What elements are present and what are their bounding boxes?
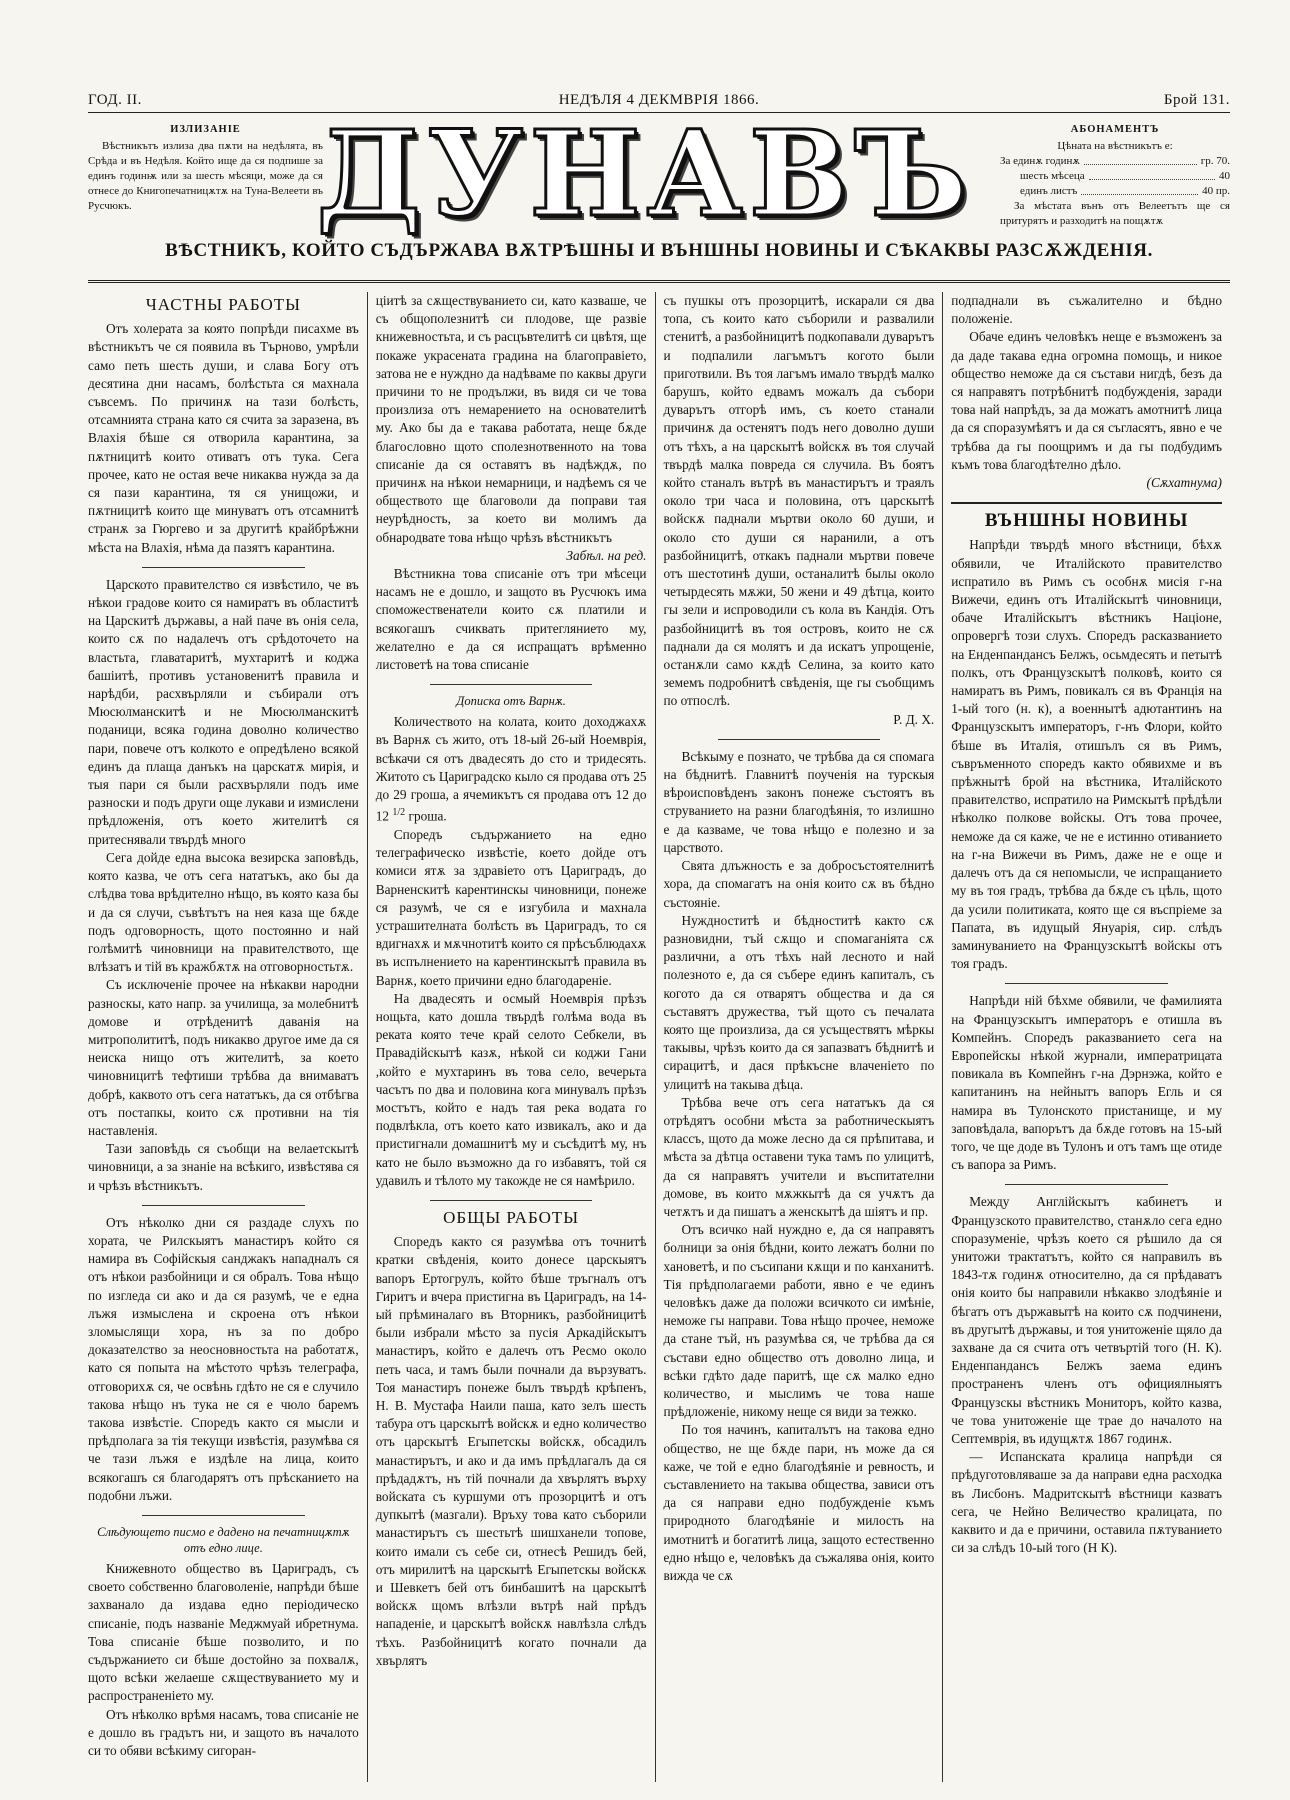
- divider: [430, 684, 592, 685]
- paragraph: Книжевното общество въ Цариградъ, съ своето собственно благоволеніе, напрѣди бѣше захванало да издава едно періодическо списаніе, подъ названіе Меджмуай ибретнума. Това списаніе бѣше позволито, и по съдържанието си бѣше достойно за похвалѫ, щото всѣки желаеше сѫществуванието му и распространеніето му.: [88, 1561, 359, 1704]
- paragraph: Напрѣди твърдѣ много вѣстници, бѣхѫ обявили, че Италійското правителство испратило въ Римъ съ особнѫ мисія г-на Вижечи, единъ отъ Италійскытѣ чиновници, обаче Италійскытъ вѣстникъ Націоне, опровергѣ този слухъ. Споредъ расказванието на Енденпандансъ Белжъ, осьмдесять и петытѣ полкъ, отъ Французскытѣ полковѣ, които ся намиратъ въ Римъ, повикалъ ся въ Франція на 1-ый того (н. к), а военнытѣ адютантинъ на Французскытъ императоръ, г-нъ Флори, който бѣше въ Италія, отишълъ ся въ Римъ, съвръменното споредъ както обявихме и въ прѣжнытѣ брой на вѣстника, Италійското правителство, испратило на Римскытѣ прѣдѣли нѣколко полкове войскы. Отъ това прочее, неможе да ся каже, че не е истинно отиванието на г-на Вижечи въ Римъ, даже не е още и далечъ отъ да ся непомысли, че испращанието му въ тоя градъ, трѣбва да бѫде съ цѣль, щото да усили политиката, която ще ся въспріеме за Папата, въ идущый Януарія, сир. слѣдъ заминуванието на Французскытѣ войскы отъ тоя градъ.: [951, 537, 1222, 972]
- subscription-footer: За мѣстата вънъ отъ Велеетътъ ще ся притурятъ и разходитѣ на пощѫтѫ: [1000, 200, 1230, 227]
- divider: [951, 502, 1222, 504]
- paragraph: Трѣбва вече отъ сега нататъкъ да ся отрѣдятъ особни мѣста за работническыятъ классъ, щото да може лесно да ся прѣпитава, и мѣста за дѣтца оставени тука тамъ по улицитѣ, да ся направятъ учители и въспитателни домове, въ които мѫжкытѣ да ся учѫтъ да четѫтъ и да пишатъ а женскытѣ да шіятъ и пр.: [663, 1094, 935, 1219]
- column-1: [88, 292, 368, 1782]
- divider: [1005, 1184, 1167, 1185]
- source-note: (Сѫхатнума): [1146, 475, 1222, 491]
- paragraph: Свята длъжность е за добросъстоятелнитѣ хора, да спомагатъ на онія които сѫ въ бѣдно състояніе.: [663, 858, 935, 910]
- paragraph: Количеството на колата, които доходжахѫ въ Варнѫ съ жито, отъ 18-ый 26-ый Ноемврія, всѣкачи ся отъ двадесять до сто и тридесять. Житото съ Цариградско кыло ся продава отъ 25 до 29 гроша, а ячемикътъ ся продава отъ 12 до 12 $^{1/2}$ гроша.: [375, 714, 647, 824]
- divider: [142, 1515, 304, 1516]
- column-3: [656, 292, 944, 1782]
- divider: [142, 567, 304, 568]
- subscription-box: [1000, 122, 1230, 229]
- paragraph: съ пушкы отъ прозорцитѣ, искарали ся два топа, съ които като съборили и развалили стенитѣ, а разбойницитѣ подкопавали дуварътъ и подпалили лагъмътъ когото были приготвили. Въ тоя лагъмъ имало твърдѣ малко барушъ, който едвамъ можалъ да събори дуварътъ отгорѣ имъ, съ което станали причинѫ да остенятъ подъ него доволно души отъ тѣхъ, а на царскытѣ войскѫ въ тоя случай твърдѣ малка повреда ся случила. Въ боятъ който станалъ вътрѣ въ манастирътъ и траялъ около три часа и половина, отъ царскытѣ войскѫ паднали мъртви около 60 души, и около сто души ся наранили, а отъ разбойницитѣ, откакъ паднали мъртви повече отъ шестотинѣ души, останалитѣ былы около четырдесять мѫжи, 50 жени и 49 дѣтца, които гы зели и испроводили съ кола въ Кандія. Отъ разбойницитѣ въ тоя островъ, които не сѫ паднали да ся молятъ и да искатъ упрощеніе, останѫли само кѫдѣ Селина, за които като земемъ подробнитѣ свѣденія, ще гы съобщимъ по отпослѣ.: [663, 293, 935, 709]
- paragraph: Между Англійскытъ кабинетъ и Французското правителство, станѫло сега едно споразуменіе, чрѣзъ което ся рѣшило да ся унитожи трактатътъ, който ся направилъ въ 1843-тѫ годинѫ относително, да ся прѣдаватъ онія които бы направили нѣкакво злодѣяніе и бѣгатъ отъ държавытѣ на които сѫ подчинени, въ другытѣ държавы, и тоя унитоженіе щяло да захване да ся счита отъ четвъртій того (Н. К). Енденпандансъ Белжъ заема единъ пространенъ членъ отъ официялныятъ Французскы вѣстникъ Мониторъ, който казва, че това унитоженіе ще трае до началото на Септемврія, въ идущѫтѫ 1867 годинѫ.: [951, 1194, 1222, 1446]
- column-2: [368, 292, 656, 1782]
- signature: Р. Д. Х.: [893, 711, 935, 727]
- issue-date: НЕДѢЛЯ 4 ДЕКМВРІЯ 1866.: [558, 92, 760, 108]
- column-4: [943, 292, 1230, 1782]
- section-title: ЧАСТНЫ РАБОТЫ: [145, 295, 301, 314]
- paragraph: цiитѣ за сѫществуванието си, като казваше, че съ общополезнитѣ си плодове, ще развіе книжевностьта, и съ расцъвтелитѣ си цвѣтя, ще покаже украсената градина на благоправіето, затова не е нуждно да надѣваме по каквы други причини то не продължи, въ видя си че това произлиза отъ немарението на основателитѣ му. Ако бы да е такава работата, неще бѫде благословно щото сполезнотвенното на това списаніе да ся оставятъ въ надѣждѫ, по причинѫ на нѣкои немарници, и надѣемъ ся че обществото ще благоволи да поправи тая неурѣдность, за което ви молимъ да обнародвате това нѣщо чрѣзъ вѣстникътъ: [375, 293, 647, 545]
- divider: [1005, 983, 1167, 984]
- paragraph: Тази заповѣдь ся съобщи на велаетскытѣ чиновници, а за знаніе на всѣкиго, извѣстява ся и чрѣзъ вѣстникътъ.: [88, 1141, 359, 1193]
- year-label: ГОД. II.: [88, 92, 142, 108]
- masthead-rule: [88, 280, 1230, 283]
- paragraph: Отъ нѣколко дни ся раздаде слухъ по хората, че Рилскыятъ манастиръ който ся намира въ Софійскыя санджакъ нападналъ ся отъ нѣкои разбойници и ся обралъ. Това нѣщо по изгледа си ако и да ся разумѣ, че е една лъжя измыслена и скроена отъ нѣкои зломыслящи хора, нъ за по добро доказателство за неосновностьта на работатѫ, като ся попыта на мѣстото чрѣзъ телеграфа, отговорихѫ ся, че освѣнь гдѣто не ся е случило такова нѣщо нъ тука не ся е чюло баремъ такова извѣстіе. Споредъ както ся мысли и прѣдполага за тія текущи извѣстія, разумѣва ся че тази лъжя е издѣле на лица, които всякогашъ ся благодарятъ отъ прѣсканието на подобни лъжи.: [88, 1214, 359, 1503]
- section-title: ОБЩЫ РАБОТЫ: [443, 1207, 580, 1227]
- subscription-heading: АБОНАМЕНТЪ: [1070, 124, 1160, 135]
- publication-info-box: [88, 122, 323, 214]
- paragraph: Царското правителство ся извѣстило, че въ нѣкои градове които ся намиратъ въ областитѣ на Царскитѣ държавы, а най паче въ онія села, които сѫ по надалечъ отъ срѣдоточето на властьта, главатаритѣ, мухтаритѣ и коджа башіитѣ, противъ установенитѣ правила и нарѣдби, расхвърляли и събирали отъ Мюсюлманскитѣ и не Мюсюлманскитѣ поданици, всяка година доволно количество пари, повече отъ колкото е опредѣлено всякой единъ да плаща данъкъ на царскатѫ мирія, и тыя пари ся были расхвърляли подъ име разноски и подъ други още лукави и измислени прѣдложенія, отъ което жителитѣ ся притеснявали твърдѣ много: [88, 576, 359, 847]
- article-columns: [88, 292, 1230, 1782]
- newspaper-title: ДУНАВЪ: [316, 104, 974, 243]
- publication-info-heading: ИЗЛИЗАНІЕ: [170, 124, 241, 135]
- newspaper-subtitle: ВѢСТНИКЪ, КОЙТО СЪДЪРЖАВА ВѪТРѢШНЫ И ВЪНШНЫ НОВИНЫ И СѢКАКВЫ РАЗСѪЖДЕНІЯ.: [165, 240, 1153, 261]
- divider: [718, 739, 880, 740]
- paragraph: Споредъ съдържанието на едно телеграфическо извѣстіе, което дойде отъ комиси ятѫ за здравіето отъ Цариградъ, до Варненскитѣ карентинскы чиновници, понеже ся разумѣ, че ся е изгубила и махнала устрашителната болѣсть въ Цариградъ, то ся вдигнахѫ и мѫчнотитѣ които ся прѣсъблюдахѫ въ испълнението на карентинскытѣ правила въ Варнѫ, което причини едно благодареніе.: [375, 826, 647, 988]
- divider: [142, 1205, 304, 1206]
- masthead: [300, 104, 990, 243]
- paragraph: Съ исключеніе прочее на нѣкакви народни разноскы, като напр. за училища, за молебнитѣ домове и отрѣденитѣ даванія на митрополититѣ, подъ никакво другое име да ся неиска нищо отъ жителитѣ, за което чиновницитѣ тефтиши трѣбва да внимаватъ добрѣ, каквото отъ сега нататъкъ, да ся отбѣгва отъ постапкы, които сѫ противни на тія наставленія.: [88, 977, 359, 1138]
- paragraph: Напрѣди ній бѣхме обявили, че фамилията на Французскытъ императоръ е отишла въ Компейнъ. Споредъ раказванието сега на Европейскы нѣкой журнали, императрицата повикала въ Компейнъ г-на Дэрнэжа, който е капитанинъ на нейнытъ вапоръ Егль и ся намира въ Тулонското пристанище, и му заповѣдала, вапорътъ да бѫде готовъ на 15-ый того, че ще доде въ Тулонъ и отъ тамъ ще отиде съ вапора за Римъ.: [951, 993, 1222, 1173]
- divider: [430, 1200, 592, 1201]
- paragraph: подпаднали въ съжалително и бѣдно положеніе.: [951, 293, 1222, 327]
- paragraph: Отъ холерата за която попрѣди писахме въ вѣстникътъ че ся появила въ Търново, умрѣли само петь шесть души, и слава Богу отъ десятина дни насамъ, болѣстьта ся махнала съвсемъ. По причинѫ на тази болѣсть, отсамнията страна като ся счита за заразена, въ Влахія бѣше ся отворила карантина, за пѫтницитѣ които отиватъ отъ тука. Сега прочее, като не остая вече никаква нужда за да ся пази карантина, тя ся унищожи, и пѫтницитѣ които ще минуватъ отъ отсамнитѣ странѫ за Гюргево и за другитѣ крайбрѣжни мѣста на Влахія, нѣма да пазятъ карантина.: [88, 321, 359, 555]
- subscription-row: шесть мѣсеца 40: [1020, 170, 1230, 182]
- paragraph: Сега дойде една высока везирска заповѣдь, която казва, че отъ сега нататъкъ, ако бы да слѣдва това врѣдително нѣщо, въ която каза бы и да ся случи, съвѣтътъ на нея каза ще бѫде подъ одговорность, щото постоянно и най голѣмитѣ чиновници на правителството, ще влѣзатъ и тій въ кражбѫтѫ на отговорностьтѫ.: [88, 849, 359, 975]
- paragraph: По тоя начинъ, капиталътъ на такова едно общество, не ще бѫде пари, нъ може да ся каже, че той е едно благодѣяніе и ревность, и съставлението на такыва общества, зависи отъ да ся направи едно подбужденіе къмъ природното благодѣяніе и милость на имотнитѣ и богатитѣ лица, защото естественно едно нѣщо е, человѣкъ да съжалява онія, които вижда че сѫ: [663, 1422, 935, 1584]
- paragraph: Всѣкыму е познато, че трѣбва да ся спомага на бѣднитѣ. Главнитѣ поученія на турскыя вѣроисповѣденъ законъ понеже състоятъ въ струванието на разни благодѣянія, то излишно е да казваме, че това нѣщо е полезно и за царството.: [663, 748, 935, 855]
- paragraph: Споредъ както ся разумѣва отъ точнитѣ кратки свѣденія, които донесе царскыятъ вапоръ Ертогрулъ, който бѣше тръгналъ отъ Гиритъ и вчера пристигна въ Цариградъ, на 14-ый прѣминалаго въ Вторникъ, разбойницитѣ были избрали мѣсто за пусія Аркадійскытъ манастиръ, който е далечъ отъ Ресмо около петь часа, и тамъ были почнали да вързуватъ. Тоя манастиръ понеже былъ твърдѣ крѣпенъ, Н. В. Мустафа Наили паша, като зелъ шесть табура отъ царскытѣ войскѫ и едно количество отъ царскытѣ Егыпетскы войскѫ, обсадилъ манастирътъ, и ако и да имъ прѣдлагалъ да ся прѣдадѫтъ, нъ тій почнали да хвърлятъ върху войската съ куршуми отъ прозорцитѣ и отъ дупкытѣ (мазгали). Връху това като съборили манастирътъ съ шестьтѣ шишханели топове, които имали съ себе си, отнесѣ Решидъ бей, отъ мирилитѣ на царскытѣ Егыпетскы войскѫ и Шевкетъ бей отъ бинбашитѣ на царскытѣ войскѫ щомъ влѣзли вътрѣ най прѣдъ нападеніе, и царскытѣ войскѫ навлѣзла слѣдъ тѣхъ. Разбойницитѣ когато почнали да хвърлятъ: [375, 1234, 647, 1668]
- letter-heading: Слѣдующето писмо е дадено на печатницѫтѫ отъ едно лице.: [97, 1525, 350, 1555]
- subscription-row: единъ листъ 40 пр.: [1020, 185, 1230, 197]
- section-title: ВЪНШНЫ НОВИНЫ: [984, 510, 1189, 532]
- paragraph: Отъ всичко най нуждно е, да ся направятъ болници за онія бѣдни, които лежатъ болни по хановетѣ, и по съсипани кѫщи и по канханитѣ. Тія прѣдполагаеми работи, явно е че единъ человѣкъ даже да положи всичкото си имѣніе, неможе гы направи. Това нѣщо прочее, неможе да стане тъй, нъ разумѣва ся, че трѣбва да ся състави едно общество отъ доволно лица, и всѣки гдѣто даде паритѣ, ще сѫ малко едно количество, и мыслимъ че това наше прѣдложеніе, никому неще ся види за тежко.: [663, 1222, 935, 1420]
- fraction: 1/2: [392, 807, 406, 819]
- paragraph: Отъ нѣколко врѣмя насамъ, това списаніе не е дошло въ градътъ ни, и защото въ началото си то обяви всѣкиму сигоран-: [88, 1706, 359, 1759]
- publication-info-text: Вѣстникътъ излиза два пѫти на недѣлята, въ Срѣда и въ Недѣля. Който ище да ся подпише за единъ годинѭ или за шесть мѣсяци, може да ся отнесе до Книгопечатницѫтѫ на Туна-Велеети въ Русчюкъ.: [88, 140, 323, 212]
- paragraph: — Испанската кралица напрѣди ся прѣдуготовляваше за да направи една расходка въ Лисбонъ. Мадритскытѣ вѣстници казватъ сега, че Нейно Величество кралицата, по каквито и да е причини, оставила пѫтуванието си за слѣдъ 10-ый того (Н К).: [951, 1449, 1222, 1556]
- paragraph: Обаче единъ человѣкъ неще е възможенъ за да даде такава една огромна помощь, и никое общество неможе да ся състави нигдѣ, безъ да ся направятъ потрѣбнитѣ подбужденія, заради това най напрѣдъ, за да можатъ амотнитѣ лица да ся споразумѣятъ и да ся съгласятъ, явно е че трѣбва да гы поощримъ и да гы подбудимъ къмъ това благодѣтелно дѣло.: [951, 329, 1222, 472]
- subscription-intro: Цѣната на вѣстникътъ е:: [1057, 140, 1173, 152]
- editor-note-label: Забѣл. на ред.: [566, 547, 647, 563]
- issue-number: Брой 131.: [1163, 92, 1230, 108]
- paragraph: Вѣстникна това списаніе отъ три мѣсеци насамъ не е дошло, и защото въ Русчюкъ има споможественатели които сѫ платили и всякогашъ счиквать притеглянието му, желателно е да ся испращатъ врѣменно листоветѣ на това списаніе: [375, 566, 647, 673]
- correspondence-heading: Дописка отъ Варнѫ.: [456, 694, 566, 709]
- paragraph: На двадесять и осмый Ноемврія прѣзъ нощьта, като дошла твърдѣ голѣма вода въ реката която тече край селото Себкели, въ Правадійскытѣ казѫ, нѣкой си коджи Гани ,който е мухтаринъ въ това село, вечерьта часътъ по два и половина кога минувалъ прѣзъ мостътъ, който е надъ тая река водата го подвлѣкла, отъ което като извикалъ, ако и да пристигнали домашнитѣ му и съсѣдитѣ му, нъ като не было възможно да го избавятъ, той ся удавилъ и тѣлото му такожде не ся намѣрило.: [375, 990, 647, 1188]
- subscription-row: За единѫ годинѫ гр. 70.: [1000, 155, 1230, 167]
- paragraph: Нуждноститѣ и бѣдноститѣ както сѫ разновидни, тъй сѫщо и спомаганіята сѫ различни, а отъ тѣхъ най лесното и най полезното е, да ся събере единъ капиталъ, съ когото да ся отварятъ общества и да ся съставятъ дружества, тъй щото съ печалата която ще произлиза, да ся усъществятъ мѣркы такывы, чрѣзъ които да ся запазватъ бѣднитѣ и сирацитѣ, и дася прѣкъсне влаченіето по улицитѣ на такыва дѣца.: [663, 912, 935, 1092]
